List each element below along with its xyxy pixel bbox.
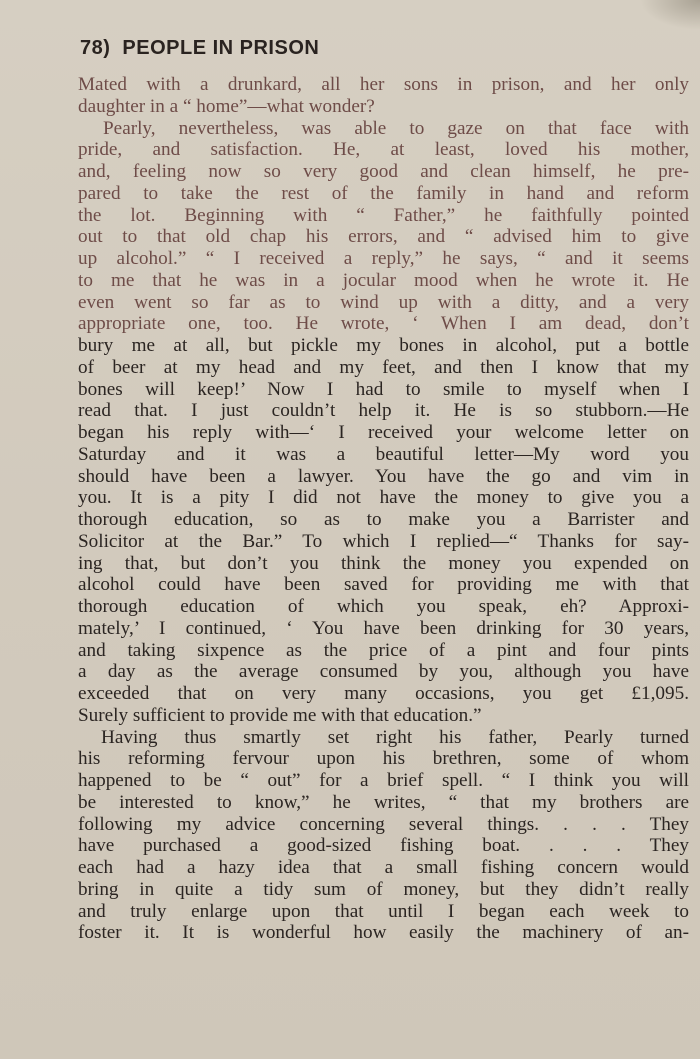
text-line: Surely sufficient to provide me with that education.” — [78, 704, 482, 726]
text-line: read that. I just couldn’t help it. He is so stubborn.—He — [78, 400, 689, 422]
text-line: his reforming fervour upon his brethren, some of whom — [78, 748, 689, 770]
text-line: Saturday and it was a beautiful letter—My word you — [78, 443, 689, 465]
text-line: alcohol could have been saved for providing me with that — [78, 574, 689, 596]
page-header — [80, 37, 319, 67]
page-number: 78) — [80, 37, 111, 59]
text-line: out to that old chap his errors, and “ advised him to give — [78, 226, 689, 248]
text-line: should have been a lawyer. You have the go and vim in — [78, 465, 689, 487]
text-line: to me that he was in a jocular mood when he wrote it. He — [78, 269, 689, 291]
text-line: pride, and satisfaction. He, at least, loved his mother, — [78, 139, 689, 161]
text-line: even went so far as to wind up with a ditty, and a very — [78, 291, 689, 313]
page-corner-shadow — [640, 0, 700, 30]
text-line: exceeded that on very many occasions, you get £1,095. — [78, 683, 689, 704]
text-line: each had a hazy idea that a small fishing concern would — [78, 857, 689, 878]
text-line: up alcohol.” “ I received a reply,” he says, “ and it seems — [78, 248, 689, 269]
text-line: and taking sixpence as the price of a pint and four pints — [78, 639, 689, 661]
text-line: happened to be “ out” for a brief spell. “ I think you will — [78, 770, 689, 791]
text-line: be interested to know,” he writes, “ that my brothers are — [78, 791, 689, 813]
text-line: appropriate one, too. He wrote, ‘ When I am dead, don’t — [78, 313, 689, 335]
text-line: the lot. Beginning with “ Father,” he faithfully pointed — [78, 204, 689, 226]
text-line: thorough education of which you speak, eh? Approxi- — [78, 596, 689, 617]
body-text — [78, 74, 689, 944]
text-line: Solicitor at the Bar.” To which I replied—“ Thanks for say- — [78, 530, 689, 552]
text-line: a day as the average consumed by you, although you have — [78, 661, 689, 683]
text-line: have purchased a good-sized fishing boat. . . . They — [78, 835, 689, 857]
text-line: you. It is a pity I did not have the money to give you a — [78, 487, 689, 509]
text-line: pared to take the rest of the family in hand and reform — [78, 182, 689, 204]
text-line: bones will keep!’ Now I had to smile to myself when I — [78, 378, 689, 400]
text-line: Having thus smartly set right his father, Pearly turned — [101, 726, 689, 748]
text-line: and truly enlarge upon that until I began each week to — [78, 900, 689, 922]
text-line: daughter in a “ home”—what wonder? — [78, 95, 375, 117]
text-line: following my advice concerning several things. . . . They — [78, 813, 689, 835]
text-line: thorough education, so as to make you a Barrister and — [78, 509, 689, 530]
text-line: and, feeling now so very good and clean himself, he pre- — [78, 161, 689, 182]
text-line: foster it. It is wonderful how easily the machinery of an- — [78, 922, 689, 944]
text-line: Pearly, nevertheless, was able to gaze on that face with — [103, 117, 689, 139]
running-title: PEOPLE IN PRISON — [122, 37, 320, 59]
text-line: bury me at all, but pickle my bones in alcohol, put a bottle — [78, 335, 689, 356]
text-line: Mated with a drunkard, all her sons in prison, and her only — [78, 74, 689, 95]
text-line: of beer at my head and my feet, and then I know that my — [78, 356, 689, 378]
text-line: ing that, but don’t you think the money you expended on — [78, 552, 689, 574]
text-line: mately,’ I continued, ‘ You have been drinking for 30 years, — [78, 617, 689, 639]
text-line: bring in quite a tidy sum of money, but they didn’t really — [78, 878, 689, 900]
text-line: began his reply with—‘ I received your welcome letter on — [78, 422, 689, 443]
